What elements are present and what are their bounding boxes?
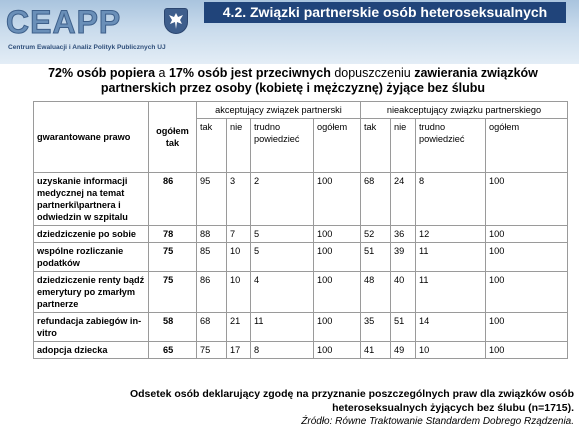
cell-acc-hard-to-say: 5 <box>251 243 314 272</box>
cell-non-yes: 68 <box>361 173 391 226</box>
cell-acc-yes: 86 <box>197 272 227 313</box>
row-total: 75 <box>149 243 197 272</box>
table-row <box>34 342 568 359</box>
row-total: 65 <box>149 342 197 359</box>
cell-non-yes: 52 <box>361 226 391 243</box>
lead-connector: a <box>155 66 169 80</box>
slide-header <box>0 0 579 64</box>
lead-subject: zawierania związków partnerskich przez osoby (kobietę i mężczyznę) żyjące bez ślubu <box>100 66 538 95</box>
cell-non-total: 100 <box>486 243 568 272</box>
header-acc-hard-to-say: trudno powiedzieć <box>251 119 314 173</box>
cell-acc-total: 100 <box>314 226 361 243</box>
cell-acc-no: 21 <box>227 313 251 342</box>
cell-non-hard-to-say: 14 <box>416 313 486 342</box>
cell-acc-no: 17 <box>227 342 251 359</box>
header-acc-total: ogółem <box>314 119 361 173</box>
row-total: 75 <box>149 272 197 313</box>
cell-non-no: 49 <box>391 342 416 359</box>
header-total: ogółem tak <box>149 102 197 173</box>
header-non-no: nie <box>391 119 416 173</box>
table-row <box>34 313 568 342</box>
table-row <box>34 243 568 272</box>
cell-non-no: 36 <box>391 226 416 243</box>
row-label: dziedziczenie renty bądź emerytury po zmarłym partnerze <box>34 272 149 313</box>
header-right: gwarantowane prawo <box>34 102 149 173</box>
table-header-row-1 <box>34 102 568 119</box>
cell-acc-yes: 95 <box>197 173 227 226</box>
cell-non-hard-to-say: 12 <box>416 226 486 243</box>
source-note: Źródło: Równe Traktowanie Standardem Dobrego Rządzenia. <box>301 416 574 427</box>
cell-non-total: 100 <box>486 342 568 359</box>
row-total: 78 <box>149 226 197 243</box>
cell-non-hard-to-say: 10 <box>416 342 486 359</box>
cell-non-total: 100 <box>486 313 568 342</box>
row-label: adopcja dziecka <box>34 342 149 359</box>
cell-non-total: 100 <box>486 272 568 313</box>
cell-non-total: 100 <box>486 173 568 226</box>
row-total: 58 <box>149 313 197 342</box>
eagle-emblem-icon <box>164 8 188 34</box>
lead-summary <box>28 66 558 96</box>
cell-non-hard-to-say: 11 <box>416 272 486 313</box>
header-non-yes: tak <box>361 119 391 173</box>
cell-acc-no: 7 <box>227 226 251 243</box>
cell-non-no: 39 <box>391 243 416 272</box>
lead-connector-2: dopuszczeniu <box>330 66 415 80</box>
table-row <box>34 272 568 313</box>
cell-acc-hard-to-say: 8 <box>251 342 314 359</box>
cell-acc-yes: 75 <box>197 342 227 359</box>
cell-non-yes: 51 <box>361 243 391 272</box>
cell-non-total: 100 <box>486 226 568 243</box>
cell-acc-yes: 68 <box>197 313 227 342</box>
cell-acc-total: 100 <box>314 243 361 272</box>
cell-non-no: 51 <box>391 313 416 342</box>
cell-acc-total: 100 <box>314 313 361 342</box>
cell-acc-hard-to-say: 5 <box>251 226 314 243</box>
header-group-accepting: akceptujący związek partnerski <box>197 102 361 119</box>
cell-acc-no: 3 <box>227 173 251 226</box>
table-footnote: Odsetek osób deklarujący zgodę na przyznanie poszczególnych praw dla związków osób heteroseksualnych żyjących bez ślubu (n=1715). <box>129 388 574 414</box>
cell-acc-total: 100 <box>314 173 361 226</box>
cell-acc-hard-to-say: 4 <box>251 272 314 313</box>
lead-support: 72% osób popiera <box>48 66 156 80</box>
cell-acc-yes: 85 <box>197 243 227 272</box>
logo-wordmark: CEAPP <box>6 4 122 40</box>
header-acc-no: nie <box>227 119 251 173</box>
cell-non-yes: 35 <box>361 313 391 342</box>
cell-acc-hard-to-say: 11 <box>251 313 314 342</box>
header-group-non-accepting: nieakceptujący związku partnerskiego <box>361 102 568 119</box>
cell-non-hard-to-say: 11 <box>416 243 486 272</box>
cell-non-yes: 41 <box>361 342 391 359</box>
table-row <box>34 226 568 243</box>
rights-table <box>33 101 568 359</box>
cell-non-yes: 48 <box>361 272 391 313</box>
row-label: refundacja zabiegów in-vitro <box>34 313 149 342</box>
cell-non-no: 24 <box>391 173 416 226</box>
row-label: dziedziczenie po sobie <box>34 226 149 243</box>
cell-acc-yes: 88 <box>197 226 227 243</box>
row-label: uzyskanie informacji medycznej na temat partnerki\partnera i odwiedzin w szpitalu <box>34 173 149 226</box>
cell-acc-no: 10 <box>227 243 251 272</box>
cell-acc-total: 100 <box>314 342 361 359</box>
row-total: 86 <box>149 173 197 226</box>
logo-subtitle: Centrum Ewaluacji i Analiz Polityk Publicznych UJ <box>8 44 166 51</box>
lead-oppose: 17% osób jest przeciwnych <box>168 66 331 80</box>
cell-acc-total: 100 <box>314 272 361 313</box>
row-label: wspólne rozliczanie podatków <box>34 243 149 272</box>
cell-acc-no: 10 <box>227 272 251 313</box>
table-row <box>34 173 568 226</box>
ceapp-logo <box>6 4 196 56</box>
header-non-total: ogółem <box>486 119 568 173</box>
slide-title: 4.2. Związki partnerskie osób heteroseksualnych <box>204 2 566 23</box>
cell-non-hard-to-say: 8 <box>416 173 486 226</box>
header-acc-yes: tak <box>197 119 227 173</box>
cell-non-no: 40 <box>391 272 416 313</box>
cell-acc-hard-to-say: 2 <box>251 173 314 226</box>
header-non-hard-to-say: trudno powiedzieć <box>416 119 486 173</box>
